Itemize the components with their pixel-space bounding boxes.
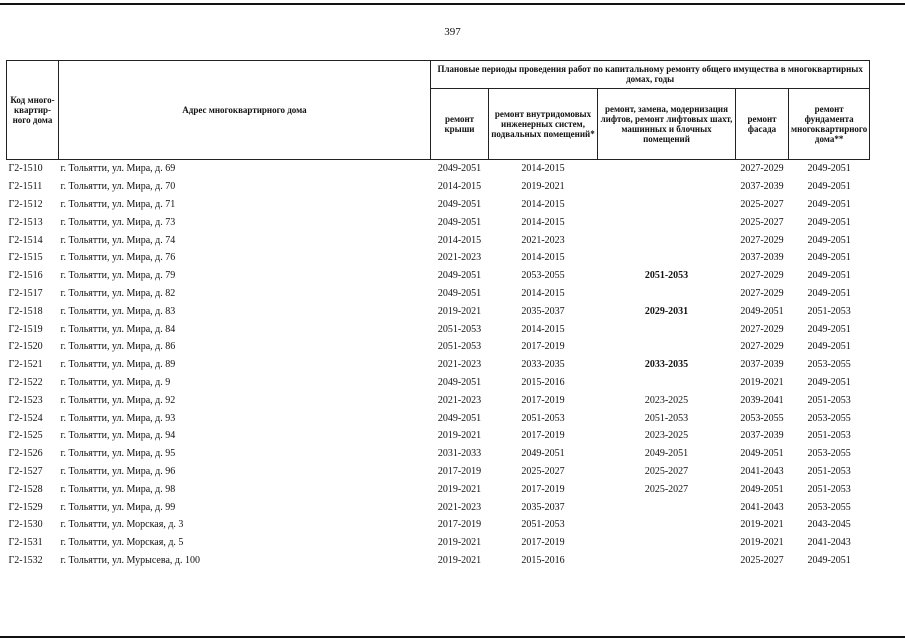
systems-period-cell: 2014-2015 (521, 252, 565, 264)
facade-period-cell: 2019-2021 (740, 537, 784, 549)
table-row (7, 160, 870, 178)
code-cell: Г2-1528 (8, 483, 43, 495)
roof-period-cell: 2019-2021 (437, 537, 482, 549)
table-row (7, 338, 870, 356)
facade-period-cell: 2027-2029 (740, 323, 784, 335)
elevators-period-cell: 2051-2053 (644, 412, 689, 424)
header-roof: ремонт крыши (431, 88, 489, 159)
header-address: Адрес многоквартирного дома (59, 61, 431, 160)
address-cell: г. Тольятти, ул. Мира, д. 74 (60, 234, 176, 246)
roof-period-cell: 2014-2015 (437, 234, 482, 246)
address-cell: г. Тольятти, ул. Мира, д. 92 (60, 394, 176, 406)
elevators-period-cell (598, 534, 736, 552)
facade-period-cell: 2019-2021 (740, 376, 784, 388)
foundation-period-cell: 2049-2051 (807, 216, 851, 228)
facade-period-cell: 2027-2029 (740, 341, 784, 353)
roof-period-cell: 2021-2023 (437, 252, 482, 264)
table-row (7, 516, 870, 534)
foundation-period-cell: 2053-2055 (807, 448, 851, 460)
foundation-period-cell: 2051-2053 (807, 394, 851, 406)
code-cell: Г2-1512 (8, 198, 43, 210)
roof-period-cell: 2051-2053 (437, 341, 482, 353)
table-row (7, 213, 870, 231)
elevators-period-cell (598, 516, 736, 534)
code-cell: Г2-1522 (8, 376, 43, 388)
elevators-period-cell: 2023-2025 (644, 430, 689, 442)
elevators-period-cell: 2033-2035 (644, 359, 689, 371)
address-cell: г. Тольятти, ул. Мира, д. 76 (60, 252, 176, 264)
header-elevators: ремонт, замена, модернизация лифтов, ремонт лифтовых шахт, машинных и блочных помещений (598, 88, 736, 159)
address-cell: г. Тольятти, ул. Мира, д. 73 (60, 216, 176, 228)
systems-period-cell: 2053-2055 (521, 270, 565, 282)
systems-period-cell: 2021-2023 (521, 234, 565, 246)
address-cell: г. Тольятти, ул. Мира, д. 98 (60, 483, 176, 495)
address-cell: г. Тольятти, ул. Мира, д. 82 (60, 287, 176, 299)
facade-period-cell: 2049-2051 (740, 483, 784, 495)
roof-period-cell: 2021-2023 (437, 394, 482, 406)
facade-period-cell: 2019-2021 (740, 519, 784, 531)
foundation-period-cell: 2049-2051 (807, 554, 851, 566)
table-row (7, 498, 870, 516)
facade-period-cell: 2027-2029 (740, 234, 784, 246)
table-row (7, 302, 870, 320)
roof-period-cell: 2019-2021 (437, 483, 482, 495)
address-cell: г. Тольятти, ул. Морская, д. 5 (60, 537, 184, 549)
systems-period-cell: 2049-2051 (521, 448, 565, 460)
header-facade: ремонт фасада (736, 88, 789, 159)
table-row (7, 409, 870, 427)
address-cell: г. Тольятти, ул. Мира, д. 71 (60, 198, 176, 210)
code-cell: Г2-1517 (8, 287, 43, 299)
foundation-period-cell: 2051-2053 (807, 465, 851, 477)
systems-period-cell: 2014-2015 (521, 163, 565, 175)
address-cell: г. Тольятти, ул. Мира, д. 96 (60, 465, 176, 477)
roof-period-cell: 2049-2051 (437, 216, 482, 228)
address-cell: г. Тольятти, ул. Мира, д. 79 (60, 270, 176, 282)
systems-period-cell: 2051-2053 (521, 412, 565, 424)
address-cell: г. Тольятти, ул. Мира, д. 94 (60, 430, 176, 442)
roof-period-cell: 2049-2051 (437, 163, 482, 175)
elevators-period-cell (598, 552, 736, 570)
code-cell: Г2-1525 (8, 430, 43, 442)
facade-period-cell: 2037-2039 (740, 252, 784, 264)
code-cell: Г2-1521 (8, 359, 43, 371)
address-cell: г. Тольятти, ул. Мурысева, д. 100 (60, 554, 200, 566)
foundation-period-cell: 2053-2055 (807, 412, 851, 424)
code-cell: Г2-1527 (8, 465, 43, 477)
roof-period-cell: 2021-2023 (437, 359, 482, 371)
facade-period-cell: 2037-2039 (740, 181, 784, 193)
elevators-period-cell (598, 196, 736, 214)
code-cell: Г2-1530 (8, 519, 43, 531)
address-cell: г. Тольятти, ул. Мира, д. 83 (60, 305, 176, 317)
foundation-period-cell: 2043-2045 (807, 519, 851, 531)
facade-period-cell: 2025-2027 (740, 198, 784, 210)
roof-period-cell: 2017-2019 (437, 465, 482, 477)
facade-period-cell: 2025-2027 (740, 554, 784, 566)
code-cell: Г2-1526 (8, 448, 43, 460)
table-row (7, 445, 870, 463)
top-rule (0, 3, 905, 5)
elevators-period-cell (598, 178, 736, 196)
foundation-period-cell: 2051-2053 (807, 430, 851, 442)
facade-period-cell: 2041-2043 (740, 465, 784, 477)
address-cell: г. Тольятти, ул. Мира, д. 86 (60, 341, 176, 353)
roof-period-cell: 2014-2015 (437, 181, 482, 193)
roof-period-cell: 2049-2051 (437, 198, 482, 210)
systems-period-cell: 2017-2019 (521, 430, 565, 442)
table-row (7, 231, 870, 249)
foundation-period-cell: 2041-2043 (807, 537, 851, 549)
table-row (7, 534, 870, 552)
header-planned-periods: Плановые периоды проведения работ по капитальному ремонту общего имущества в многоквартирных домах, годы (431, 61, 870, 89)
elevators-period-cell (598, 320, 736, 338)
table-row (7, 391, 870, 409)
roof-period-cell: 2051-2053 (437, 323, 482, 335)
code-cell: Г2-1529 (8, 501, 43, 513)
table-row (7, 356, 870, 374)
header-foundation: ремонт фундамента многоквартирного дома** (789, 88, 870, 159)
systems-period-cell: 2035-2037 (521, 305, 565, 317)
table-row (7, 249, 870, 267)
facade-period-cell: 2049-2051 (740, 305, 784, 317)
table-row (7, 480, 870, 498)
foundation-period-cell: 2049-2051 (807, 234, 851, 246)
roof-period-cell: 2019-2021 (437, 554, 482, 566)
capital-repair-table (6, 60, 870, 569)
systems-period-cell: 2017-2019 (521, 483, 565, 495)
elevators-period-cell (598, 498, 736, 516)
roof-period-cell: 2019-2021 (437, 305, 482, 317)
address-cell: г. Тольятти, ул. Мира, д. 9 (60, 376, 171, 388)
elevators-period-cell (598, 160, 736, 178)
elevators-period-cell (598, 231, 736, 249)
systems-period-cell: 2014-2015 (521, 287, 565, 299)
systems-period-cell: 2017-2019 (521, 341, 565, 353)
facade-period-cell: 2025-2027 (740, 216, 784, 228)
foundation-period-cell: 2049-2051 (807, 270, 851, 282)
elevators-period-cell: 2025-2027 (644, 483, 689, 495)
code-cell: Г2-1523 (8, 394, 43, 406)
code-cell: Г2-1519 (8, 323, 43, 335)
facade-period-cell: 2027-2029 (740, 287, 784, 299)
code-cell: Г2-1516 (8, 270, 43, 282)
foundation-period-cell: 2049-2051 (807, 181, 851, 193)
code-cell: Г2-1520 (8, 341, 43, 353)
systems-period-cell: 2051-2053 (521, 519, 565, 531)
address-cell: г. Тольятти, ул. Мира, д. 89 (60, 359, 176, 371)
elevators-period-cell: 2029-2031 (644, 305, 689, 317)
table-row (7, 374, 870, 392)
foundation-period-cell: 2049-2051 (807, 376, 851, 388)
roof-period-cell: 2021-2023 (437, 501, 482, 513)
roof-period-cell: 2017-2019 (437, 519, 482, 531)
table-row (7, 196, 870, 214)
page-number: 397 (444, 26, 461, 38)
roof-period-cell: 2031-2033 (437, 448, 482, 460)
code-cell: Г2-1513 (8, 216, 43, 228)
elevators-period-cell: 2023-2025 (644, 394, 689, 406)
elevators-period-cell (598, 338, 736, 356)
code-cell: Г2-1518 (8, 305, 43, 317)
code-cell: Г2-1510 (8, 163, 43, 175)
systems-period-cell: 2019-2021 (521, 181, 565, 193)
address-cell: г. Тольятти, ул. Мира, д. 70 (60, 181, 176, 193)
bottom-rule (0, 636, 905, 638)
systems-period-cell: 2014-2015 (521, 198, 565, 210)
foundation-period-cell: 2051-2053 (807, 305, 851, 317)
facade-period-cell: 2027-2029 (740, 270, 784, 282)
foundation-period-cell: 2049-2051 (807, 323, 851, 335)
elevators-period-cell: 2049-2051 (644, 448, 689, 460)
roof-period-cell: 2049-2051 (437, 287, 482, 299)
table-row (7, 178, 870, 196)
roof-period-cell: 2019-2021 (437, 430, 482, 442)
systems-period-cell: 2015-2016 (521, 376, 565, 388)
table-row (7, 267, 870, 285)
table-row (7, 552, 870, 570)
table-row (7, 463, 870, 481)
table-row (7, 320, 870, 338)
facade-period-cell: 2027-2029 (740, 163, 784, 175)
systems-period-cell: 2035-2037 (521, 501, 565, 513)
facade-period-cell: 2037-2039 (740, 430, 784, 442)
systems-period-cell: 2033-2035 (521, 359, 565, 371)
address-cell: г. Тольятти, ул. Мира, д. 69 (60, 163, 176, 175)
code-cell: Г2-1532 (8, 554, 43, 566)
elevators-period-cell (598, 249, 736, 267)
code-cell: Г2-1514 (8, 234, 43, 246)
code-cell: Г2-1524 (8, 412, 43, 424)
roof-period-cell: 2049-2051 (437, 376, 482, 388)
address-cell: г. Тольятти, ул. Мира, д. 95 (60, 448, 176, 460)
elevators-period-cell: 2051-2053 (644, 270, 689, 282)
table-row (7, 427, 870, 445)
table-body (7, 160, 870, 570)
foundation-period-cell: 2049-2051 (807, 163, 851, 175)
systems-period-cell: 2025-2027 (521, 465, 565, 477)
foundation-period-cell: 2049-2051 (807, 198, 851, 210)
roof-period-cell: 2049-2051 (437, 412, 482, 424)
foundation-period-cell: 2053-2055 (807, 501, 851, 513)
facade-period-cell: 2053-2055 (740, 412, 784, 424)
code-cell: Г2-1515 (8, 252, 43, 264)
header-systems: ремонт внутридомовых инженерных систем, подвальных помещений* (489, 88, 598, 159)
code-cell: Г2-1511 (8, 181, 43, 193)
header-code: Код много-квартир-ного дома (7, 61, 59, 160)
facade-period-cell: 2041-2043 (740, 501, 784, 513)
address-cell: г. Тольятти, ул. Мира, д. 99 (60, 501, 176, 513)
elevators-period-cell (598, 374, 736, 392)
table-row (7, 285, 870, 303)
foundation-period-cell: 2053-2055 (807, 359, 851, 371)
code-cell: Г2-1531 (8, 537, 43, 549)
foundation-period-cell: 2051-2053 (807, 483, 851, 495)
facade-period-cell: 2049-2051 (740, 448, 784, 460)
address-cell: г. Тольятти, ул. Мира, д. 93 (60, 412, 176, 424)
address-cell: г. Тольятти, ул. Мира, д. 84 (60, 323, 176, 335)
foundation-period-cell: 2049-2051 (807, 252, 851, 264)
systems-period-cell: 2015-2016 (521, 554, 565, 566)
elevators-period-cell (598, 213, 736, 231)
systems-period-cell: 2017-2019 (521, 537, 565, 549)
foundation-period-cell: 2049-2051 (807, 287, 851, 299)
foundation-period-cell: 2049-2051 (807, 341, 851, 353)
address-cell: г. Тольятти, ул. Морская, д. 3 (60, 519, 184, 531)
systems-period-cell: 2014-2015 (521, 216, 565, 228)
facade-period-cell: 2039-2041 (740, 394, 784, 406)
roof-period-cell: 2049-2051 (437, 270, 482, 282)
systems-period-cell: 2017-2019 (521, 394, 565, 406)
elevators-period-cell (598, 285, 736, 303)
elevators-period-cell: 2025-2027 (644, 465, 689, 477)
facade-period-cell: 2037-2039 (740, 359, 784, 371)
systems-period-cell: 2014-2015 (521, 323, 565, 335)
